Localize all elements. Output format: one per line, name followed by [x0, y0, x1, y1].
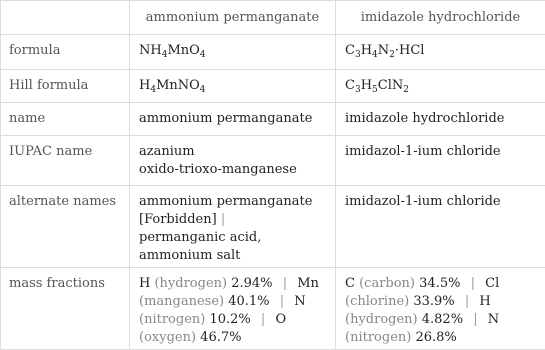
alt-col1 — [139, 186, 331, 265]
element-name: (carbon) — [359, 276, 415, 291]
iupac-col1-line1: azanium — [139, 143, 331, 161]
mass-percent: 33.9% — [409, 294, 454, 309]
element-symbol: N — [488, 312, 499, 327]
element-name: (nitrogen) — [139, 312, 205, 327]
iupac-col2: imidazol-1-ium chloride — [345, 136, 541, 161]
formula-text: H — [361, 43, 372, 58]
header-col2: imidazole hydrochloride — [336, 1, 545, 35]
formula-text: H — [139, 78, 150, 93]
mass-separator: | — [459, 294, 475, 309]
mass-col2 — [345, 268, 541, 347]
element-name: (chlorine) — [345, 294, 409, 309]
formula-subscript: 4 — [372, 50, 378, 60]
mass-separator: | — [465, 276, 481, 291]
iupac-col1-line2: oxido-trioxo-manganese — [139, 161, 331, 179]
alt-col1-line3: permanganic acid, — [139, 229, 331, 247]
mass-separator: | — [255, 312, 271, 327]
formula-subscript: 2 — [389, 50, 395, 60]
mass-percent: 40.1% — [224, 294, 269, 309]
row-formula — [1, 35, 545, 70]
iupac-col1 — [139, 136, 331, 179]
formula-subscript: 3 — [355, 85, 361, 95]
row-label: name — [9, 103, 129, 128]
hill-col1 — [139, 70, 331, 95]
element-symbol: H — [479, 294, 490, 309]
element-name: (nitrogen) — [345, 330, 411, 345]
name-col1: ammonium permanganate — [139, 103, 331, 128]
element-name: (manganese) — [139, 294, 224, 309]
element-symbol: Mn — [297, 276, 319, 291]
formula-subscript: 4 — [150, 85, 156, 95]
formula-text: MnNO — [156, 78, 200, 93]
mass-fraction-item — [345, 276, 460, 291]
hill-col2 — [345, 70, 541, 95]
mass-separator: | — [277, 276, 293, 291]
alt-separator: | — [221, 212, 225, 227]
alt-col1-line4: ammonium salt — [139, 247, 331, 265]
formula-subscript: 4 — [162, 50, 168, 60]
mass-percent: 34.5% — [415, 276, 460, 291]
mass-col1 — [139, 268, 331, 347]
row-label: Hill formula — [9, 70, 129, 95]
element-name: (hydrogen) — [345, 312, 418, 327]
alt-col1-line1: ammonium permanganate — [139, 193, 331, 211]
mass-separator: | — [467, 312, 483, 327]
row-hill-formula — [1, 70, 545, 103]
formula-col2 — [345, 35, 541, 60]
formula-text: N — [378, 43, 389, 58]
formula-subscript: 3 — [355, 50, 361, 60]
mass-percent: 4.82% — [418, 312, 463, 327]
mass-percent: 26.8% — [411, 330, 456, 345]
row-label: formula — [9, 35, 129, 60]
formula-text: H — [361, 78, 372, 93]
formula-text: C — [345, 43, 355, 58]
formula-text: ·HCl — [395, 43, 425, 58]
formula-text: C — [345, 78, 355, 93]
element-symbol: Cl — [485, 276, 499, 291]
formula-subscript: 5 — [372, 85, 378, 95]
formula-text: NH — [139, 43, 162, 58]
name-col2: imidazole hydrochloride — [345, 103, 541, 128]
row-alternate-names — [1, 186, 545, 268]
formula-subscript: 4 — [200, 85, 206, 95]
element-symbol: O — [275, 312, 286, 327]
header-col1: ammonium permanganate — [130, 1, 336, 35]
formula-text: ClN — [378, 78, 403, 93]
mass-percent: 46.7% — [196, 330, 241, 345]
row-label: IUPAC name — [9, 136, 129, 161]
element-symbol: H — [139, 276, 154, 291]
element-name: (hydrogen) — [154, 276, 227, 291]
alt-col2: imidazol-1-ium chloride — [345, 186, 541, 211]
alt-col1-line2 — [139, 211, 331, 229]
row-mass-fractions — [1, 268, 545, 350]
row-iupac — [1, 136, 545, 186]
formula-subscript: 2 — [403, 85, 409, 95]
formula-text: MnO — [167, 43, 199, 58]
header-row — [1, 1, 545, 35]
element-name: (oxygen) — [139, 330, 196, 345]
alt-col1-name2: [Forbidden] — [139, 212, 217, 227]
row-label: alternate names — [9, 186, 129, 211]
row-label: mass fractions — [9, 268, 129, 293]
element-symbol: N — [294, 294, 305, 309]
row-name — [1, 103, 545, 136]
mass-percent: 2.94% — [227, 276, 272, 291]
mass-separator: | — [274, 294, 290, 309]
header-empty-cell — [1, 1, 130, 35]
mass-percent: 10.2% — [205, 312, 250, 327]
element-symbol: C — [345, 276, 359, 291]
mass-fraction-item — [139, 276, 273, 291]
formula-col1 — [139, 35, 331, 60]
formula-subscript: 4 — [200, 50, 206, 60]
